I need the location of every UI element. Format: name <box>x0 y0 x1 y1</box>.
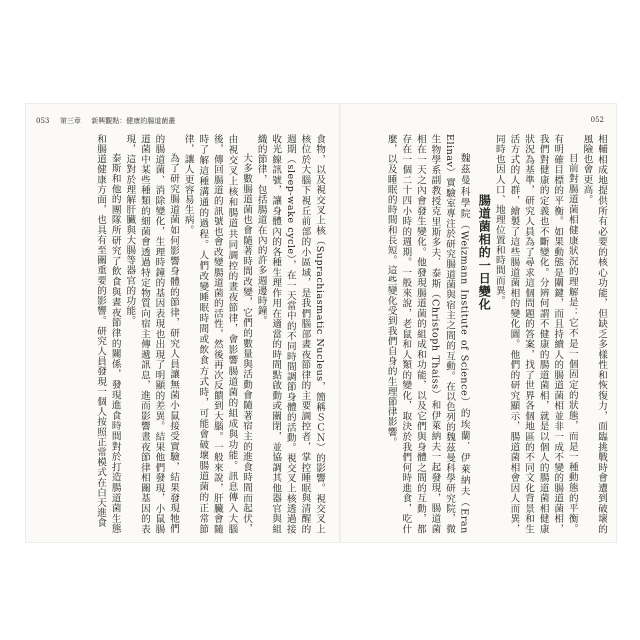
body-paragraph: 魏茲曼科學院（Weizmann Institute of Science）的埃蘭．伊萊納夫（Eran Elinav）實驗室專注於研究腸道菌與宿主之間的互動。在以色列的魏茲曼科學研究院，微生物學系副教授克里斯多夫．泰斯（Christoph Thaiss）和伊萊納夫一起發現，腸道菌相在一天之內會發生變化。他發現腸道菌的組成和功能，以及它們與身體之間的互動，都存在一個二十四小時的週期。一般來說，老鼠和人類的變化，取決於我們何時進食，吃什麼，以及睡眠的時間和長短。這些變化受到我們自身的生理節律影響。 <box>385 134 470 534</box>
body-paragraph: 大多數腸道菌也會隨著時間改變，它們的數量與活動會隨著宿主的進食時間而起伏，由視交叉上核和腸道共同調控的晝夜節律，會影響腸道菌的組成與功能。訊息傳入大腦後，傳回腸道的訊號也會改變腸道菌的活性，然後再次反饋到大腦。一般來說，肝臟會隨時了解這種溝通的過程。人們改變睡眠時間或飲食方式時，可能會破壞腸道菌的正常節律，讓人更容易生病。 <box>182 134 253 534</box>
chapter-label: 第三章 <box>59 117 81 125</box>
book-spread <box>26 104 616 542</box>
body-paragraph: 泰斯和他的團隊所研究了飲食與晝夜節律的關係，發現進食時間對於打造腸道菌生態和腸道健康方面，也具有至關重要的影響。研究人員發現一個人按照正常模式在白天進食 <box>95 134 121 534</box>
body-paragraph: 食物，以及視交叉上核（Suprachiasmatic Nucleus，簡稱ＳＣＮ）的影響。視交叉上核位於大腦下視丘前部的小區域，是我們腦部晝夜節律的主要調控者，掌控睡眠與清醒的週期（sleep-wake cycle），在一天當中的不同時間調節身體的活動。視交叉上核透過接收光線訊號，讓身體內的各種生理作用在適當的時間點啟動或關閉，並協調其他器官與組織的節律，包括腸道在內的許多週邊時鐘。 <box>255 134 325 534</box>
body-paragraph: 為了研究腸道菌如何影響身體的節律，研究人員讓無菌小鼠接受實驗，結果發現牠們的腸道菌、消除變化，生理時鐘的基因表現也出現了明顯的差異。結果他們發現，小鼠腸道菌中某些種類的細菌會透過特定物質向宿主傳遞訊息，進而影響晝夜節律相關基因的表現，這對於理解肝臟與大腸等器官的功能。 <box>124 134 180 534</box>
body-paragraph: 目前對腸道菌相健康狀況的理解是：它不是一個固定的狀態，而是一種動態的平衡。有明確目標的平衡。如果動態是關鍵，而且持續人的腸道菌相並非一成不變的腸道菌相，我們對健康的定義也不斷變化。分辨何謂不健康的腸道菌相，就是以個人的腸道菌相健康狀況為基準，研究人員為了尋求這個問題的答案，找了世界各個地區的不同文化背景和生活方式的人群，繪製了這些腸道菌相的變化圖。他們的研究顯示，腸道菌相會因人而異，同時也因人口、地理位置和時間而異。 <box>493 134 578 534</box>
right-page-number: 052 <box>590 116 604 124</box>
left-page-header <box>36 116 175 126</box>
body-paragraph: 相輔相成地提供所有必要的核心功能，但缺乏多樣性和恢復力，面臨挑戰時會遭到破壞的風險也會更高。 <box>581 134 607 534</box>
left-page-body <box>36 134 326 534</box>
left-page-number: 053 <box>36 117 50 125</box>
right-page-body <box>352 134 608 534</box>
section-heading: 腸道菌相的一日變化 <box>477 194 492 311</box>
chapter-title: 新興觀點：健康的腸道菌叢 <box>91 117 176 125</box>
book-gutter <box>339 104 341 542</box>
